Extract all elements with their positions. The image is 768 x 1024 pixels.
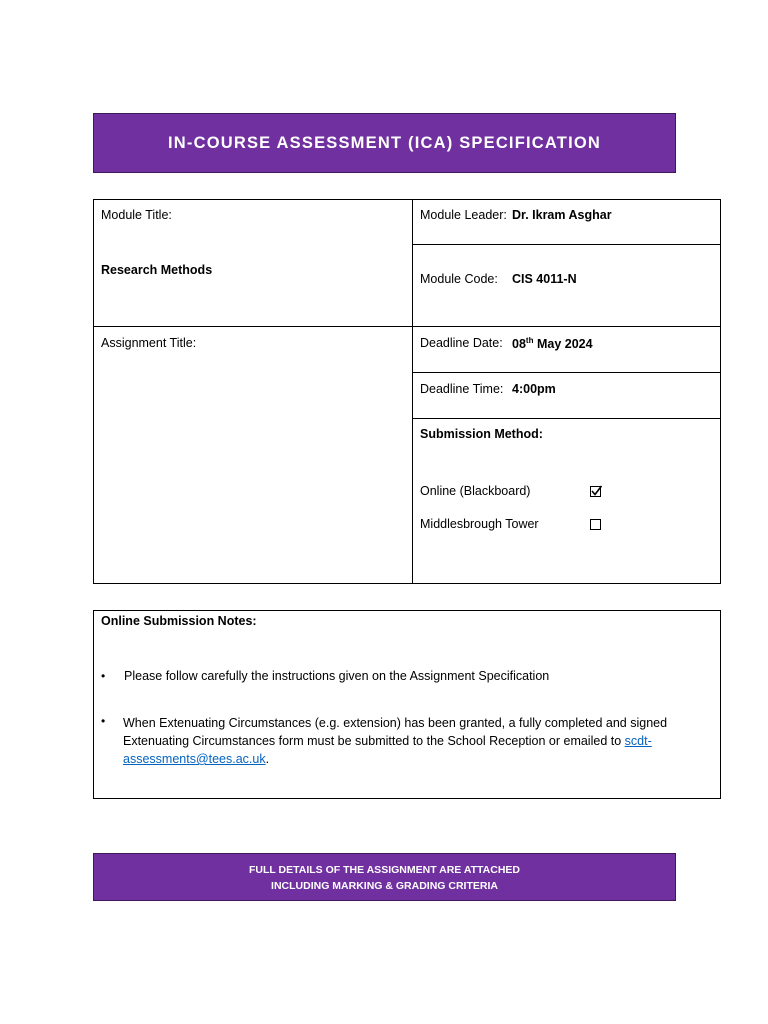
submission-notes-box [93, 610, 721, 799]
footer-line-1: FULL DETAILS OF THE ASSIGNMENT ARE ATTACHED [248, 864, 521, 876]
module-code-label: Module Code: [420, 272, 498, 286]
deadline-date-suffix: th [525, 336, 534, 345]
submission-method-cell [412, 418, 721, 584]
page-title: IN-COURSE ASSESSMENT (ICA) SPECIFICATION [167, 134, 602, 152]
footer-line-2: INCLUDING MARKING & GRADING CRITERIA [271, 880, 498, 892]
deadline-time-value: 4:00pm [512, 382, 556, 396]
submission-method-label: Submission Method: [420, 427, 543, 441]
note-bullet-2-line2-text: Extenuating Circumstances form must be submitted to the School Reception or emailed to [123, 734, 622, 748]
method-tower-checkbox[interactable] [590, 519, 601, 530]
deadline-date-value [512, 336, 593, 351]
module-leader-cell [412, 199, 721, 245]
footer-banner [93, 853, 676, 901]
module-title-value: Research Methods [101, 263, 213, 277]
deadline-date-day: 08 [512, 337, 526, 352]
email-link-part2[interactable]: assessments@tees.ac.uk [123, 752, 266, 766]
deadline-time-label: Deadline Time: [420, 382, 504, 396]
deadline-date-month-year: May 2024 [536, 337, 593, 352]
module-leader-value: Dr. Ikram Asghar [512, 208, 612, 222]
email-link-part1[interactable]: scdt- [624, 734, 652, 748]
assignment-title-cell [93, 326, 413, 584]
bullet-dot: • [101, 714, 106, 728]
page-title-banner [93, 113, 676, 173]
checkmark-icon [590, 484, 603, 497]
assignment-title-label: Assignment Title: [101, 336, 197, 350]
note-bullet-2 [123, 714, 713, 768]
deadline-date-label: Deadline Date: [420, 336, 503, 350]
module-title-label: Module Title: [101, 208, 172, 222]
method-online-label: Online (Blackboard) [420, 484, 531, 498]
note-bullet-2-line1: When Extenuating Circumstances (e.g. extension) has been granted, a fully completed and signed [123, 716, 668, 730]
module-code-value: CIS 4011-N [512, 272, 577, 286]
note-bullet-2-line3 [123, 750, 713, 768]
note-bullet-2-line2 [123, 732, 713, 750]
module-leader-label: Module Leader: [420, 208, 507, 222]
method-tower-label: Middlesbrough Tower [420, 517, 539, 531]
bullet-dot: • [101, 669, 106, 683]
submission-notes-heading: Online Submission Notes: [101, 614, 257, 628]
note-bullet-2-end: . [265, 752, 270, 766]
note-bullet-1: Please follow carefully the instructions given on the Assignment Specification [124, 669, 550, 683]
method-online-checkbox[interactable] [590, 486, 601, 497]
